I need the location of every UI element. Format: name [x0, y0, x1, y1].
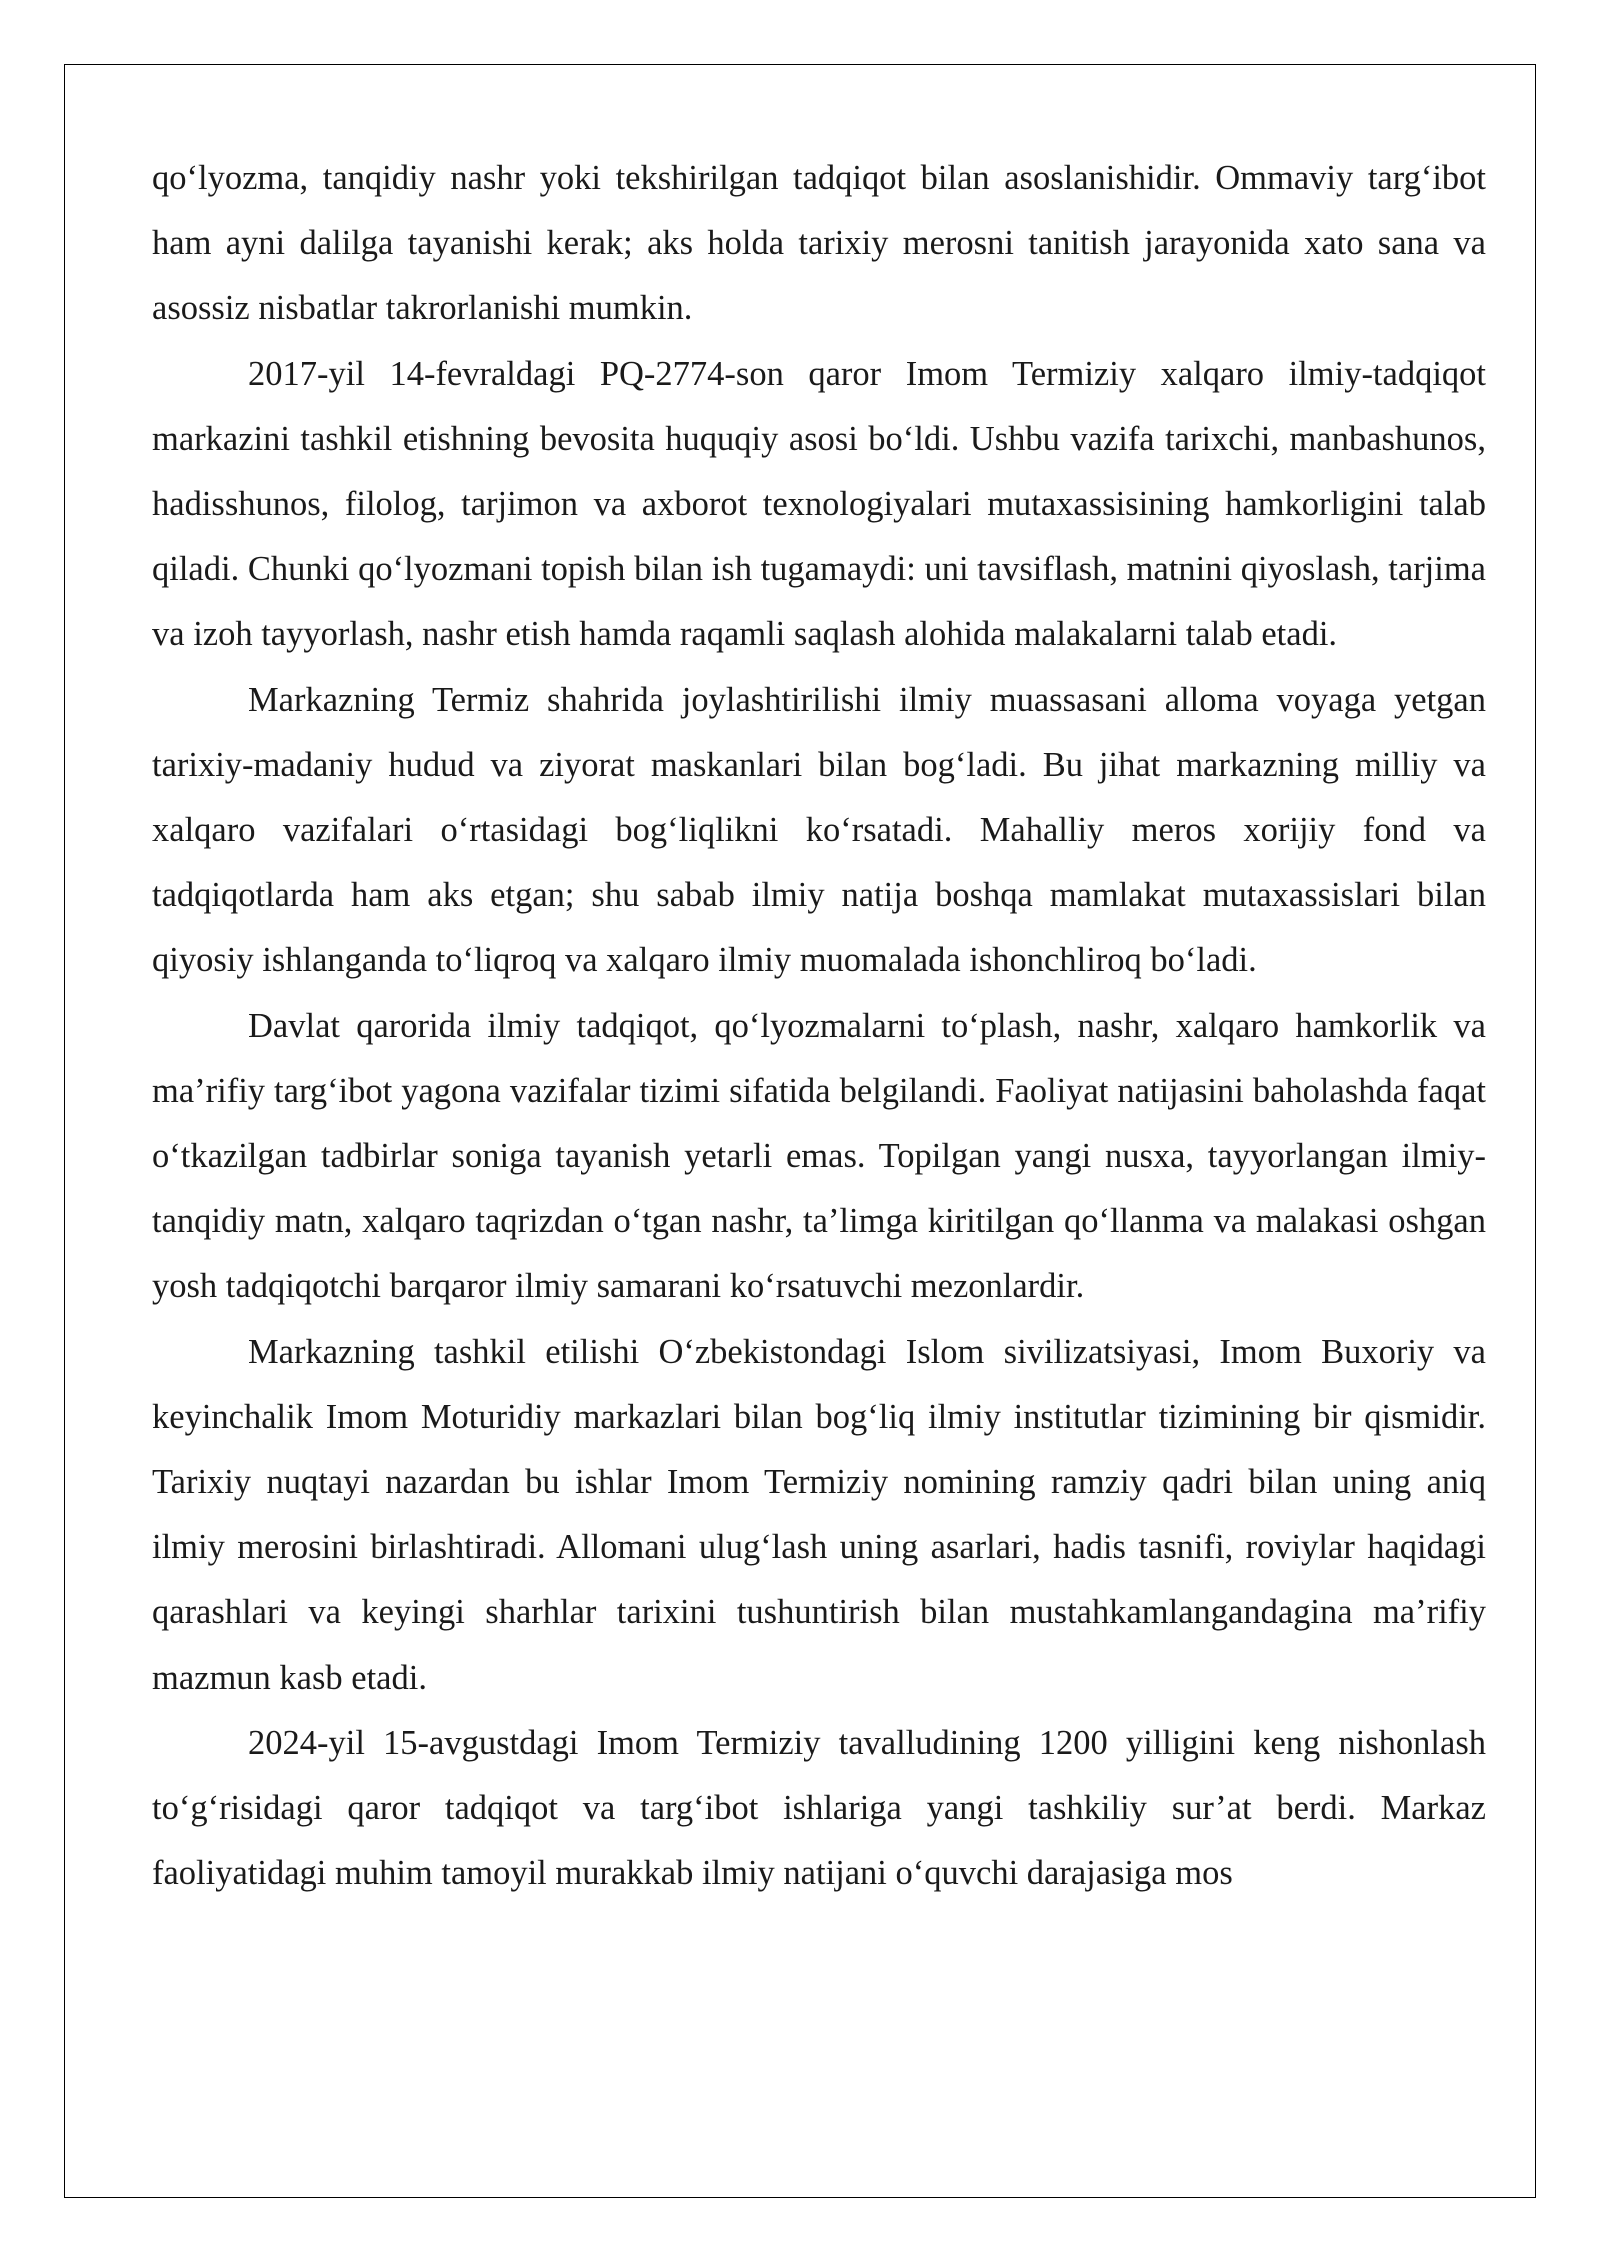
- paragraph-decree-2017: 2017-yil 14-fevraldagi PQ-2774-son qaror Imom Termiziy xalqaro ilmiy-tadqiqot markazini tashkil etishning bevosita huquqiy asosi bo‘ldi. Ushbu vazifa tarixchi, manbashunos, hadisshunos, filolog, tarjimon va axborot texnologiyalari mutaxassisining hamkorligini talab qiladi. Chunki qo‘lyozmani topish bilan ish tugamaydi: uni tavsiflash, matnini qiyoslash, tarjima va izoh tayyorlash, nashr etish hamda raqamli saqlash alohida malakalarni talab etadi.: [152, 354, 1486, 654]
- paragraph-termiz-location: Markazning Termiz shahrida joylashtirilishi ilmiy muassasani alloma voyaga yetgan tarixiy-madaniy hudud va ziyorat maskanlari bilan bog‘ladi. Bu jihat markazning milliy va xalqaro vazifalari o‘rtasidagi bog‘liqlikni ko‘rsatadi. Mahalliy meros xorijiy fond va tadqiqotlarda ham aks etgan; shu sabab ilmiy natija boshqa mamlakat mutaxassislari bilan qiyosiy ishlanganda to‘liqroq va xalqaro ilmiy muomalada ishonchliroq bo‘ladi.: [152, 680, 1486, 980]
- paragraph-continued: qo‘lyozma, tanqidiy nashr yoki tekshirilgan tadqiqot bilan asoslanishidir. Ommaviy targ‘ibot ham ayni dalilga tayanishi kerak; aks holda tarixiy merosni tanitish jarayonida xato sana va asossiz nisbatlar takrorlanishi mumkin.: [152, 159, 1486, 328]
- document-body: [152, 146, 1486, 1906]
- paragraph-state-decision: Davlat qarorida ilmiy tadqiqot, qo‘lyozmalarni to‘plash, nashr, xalqaro hamkorlik va ma’rifiy targ‘ibot yagona vazifalar tizimi sifatida belgilandi. Faoliyat natijasini baholashda faqat o‘tkazilgan tadbirlar soniga tayanish yetarli emas. Topilgan yangi nusxa, tayyorlangan ilmiy-tanqidiy matn, xalqaro taqrizdan o‘tgan nashr, ta’limga kiritilgan qo‘llanma va malakasi oshgan yosh tadqiqotchi barqaror ilmiy samarani ko‘rsatuvchi mezonlardir.: [152, 1006, 1486, 1306]
- paragraph-institutions: Markazning tashkil etilishi O‘zbekistondagi Islom sivilizatsiyasi, Imom Buxoriy va keyinchalik Imom Moturidiy markazlari bilan bog‘liq ilmiy institutlar tizimining bir qismidir. Tarixiy nuqtayi nazardan bu ishlar Imom Termiziy nomining ramziy qadri bilan uning aniq ilmiy merosini birlashtiradi. Allomani ulug‘lash uning asarlari, hadis tasnifi, roviylar haqidagi qarashlari va keyingi sharhlar tarixini tushuntirish bilan mustahkamlangandagina ma’rifiy mazmun kasb etadi.: [152, 1332, 1486, 1697]
- paragraph-decree-2024: 2024-yil 15-avgustdagi Imom Termiziy tavalludining 1200 yilligini keng nishonlash to‘g‘risidagi qaror tadqiqot va targ‘ibot ishlariga yangi tashkiliy sur’at berdi. Markaz faoliyatidagi muhim tamoyil murakkab ilmiy natijani o‘quvchi darajasiga mos: [152, 1723, 1486, 1893]
